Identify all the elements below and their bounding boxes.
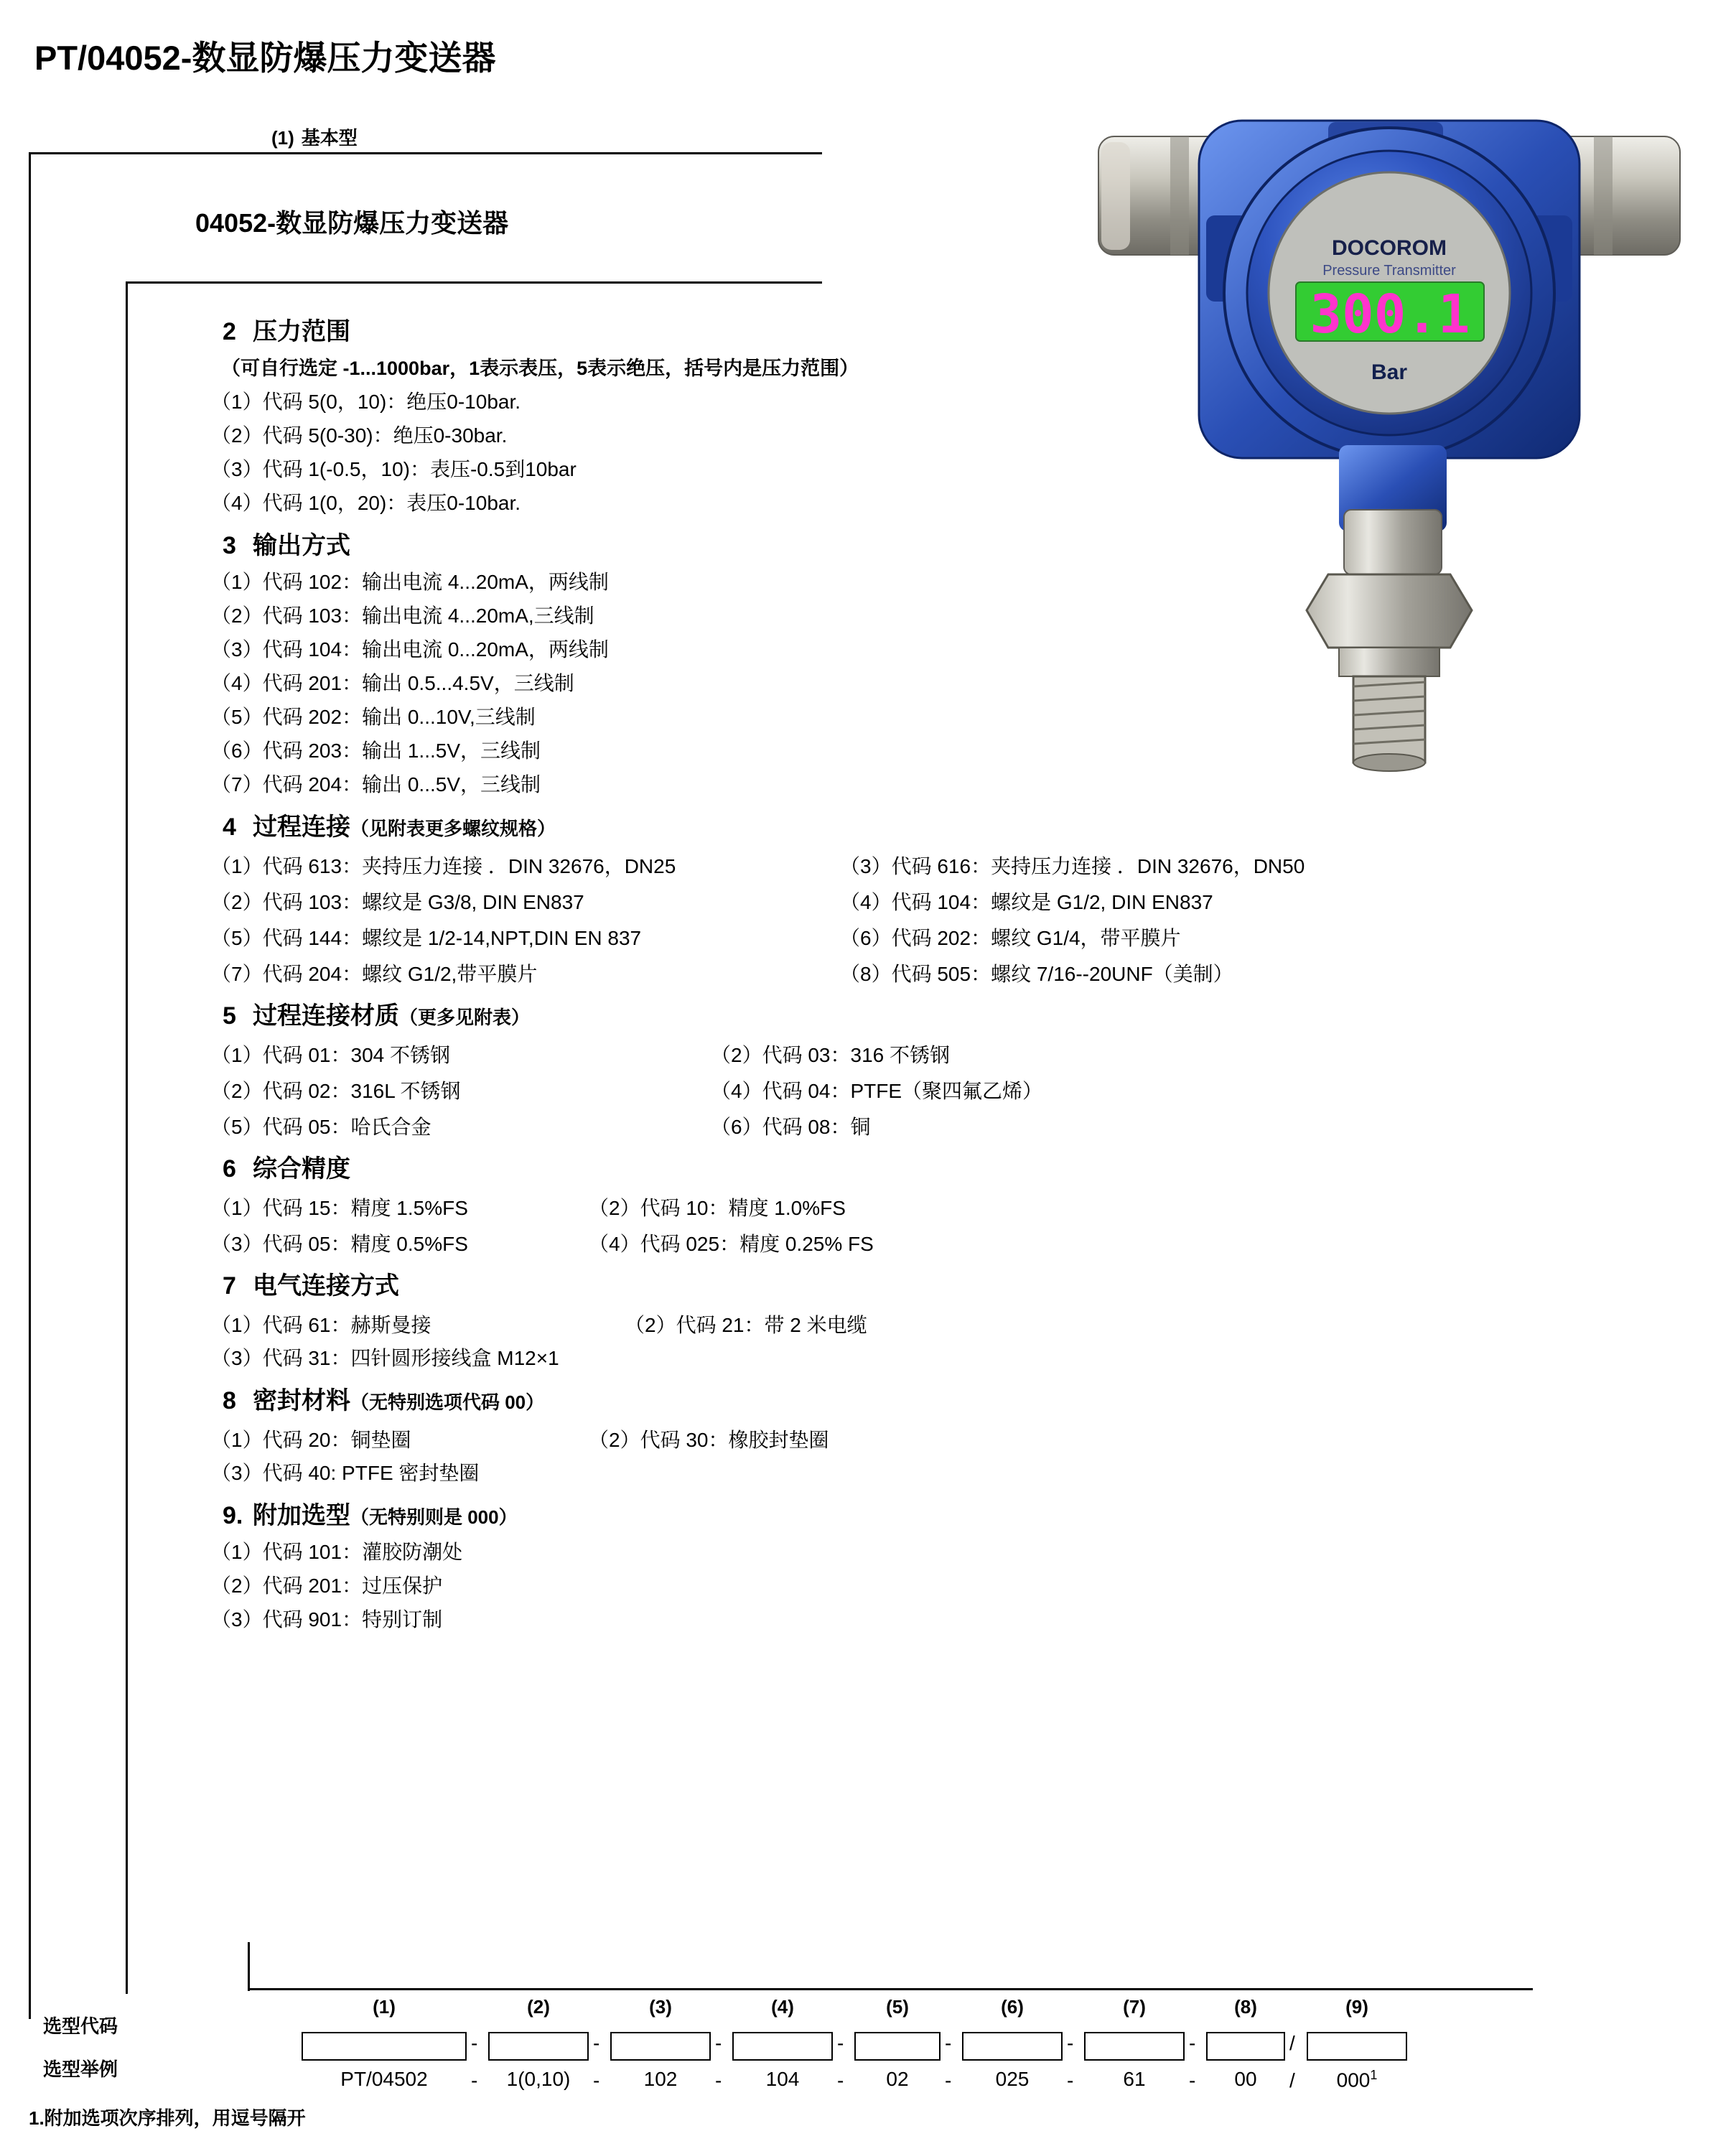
two-column-row xyxy=(208,1193,1429,1220)
code-box-8[interactable] xyxy=(1206,2032,1285,2061)
list-item: （7）代码 204：螺纹 G1/2,带平膜片 xyxy=(211,963,538,985)
code-separator: - xyxy=(715,2069,722,2092)
code-box-4[interactable] xyxy=(732,2032,833,2061)
list-item: （4）代码 025：精度 0.25% FS xyxy=(589,1233,874,1255)
basic-type-heading xyxy=(271,123,358,150)
section-heading-8 xyxy=(223,1381,1429,1416)
example-value: PT/04502 xyxy=(340,2068,428,2090)
code-box-3[interactable] xyxy=(610,2032,711,2061)
list-item: （3）代码 40: PTFE 密封垫圈 xyxy=(211,1462,480,1484)
code-separator: - xyxy=(471,2032,478,2054)
code-box-5[interactable] xyxy=(854,2032,941,2061)
code-header: (6) xyxy=(1001,1996,1024,2018)
basic-type-number: (1) xyxy=(271,127,294,149)
section-heading-7 xyxy=(223,1266,1429,1301)
list-item: （1）代码 5(0，10)：绝压0-10bar. xyxy=(211,391,521,413)
divider-bottom xyxy=(248,1988,1533,1990)
list-item: （1）代码 102：输出电流 4...20mA，两线制 xyxy=(211,571,609,593)
example-value: 1(0,10) xyxy=(506,2068,571,2090)
example-superscript: 1 xyxy=(1370,2068,1378,2082)
code-separator: - xyxy=(837,2069,844,2092)
list-item: （4）代码 04：PTFE（聚四氟乙烯） xyxy=(711,1080,1043,1102)
section-number: 6 xyxy=(223,1155,236,1183)
section-2-note: （可自行选定 -1...1000bar，1表示表压，5表示绝压，括号内是压力范围） xyxy=(221,358,859,379)
order-example-row-label: 选型举例 xyxy=(43,2058,118,2080)
code-separator: - xyxy=(945,2032,952,2054)
code-box-9[interactable] xyxy=(1307,2032,1407,2061)
bracket-bottom-vertical xyxy=(248,1942,250,1991)
list-item: （5）代码 05：哈氏合金 xyxy=(211,1116,431,1138)
code-header: (3) xyxy=(649,1996,672,2018)
unit-label: Bar xyxy=(1371,360,1408,384)
code-separator: - xyxy=(715,2032,722,2054)
section-number: 4 xyxy=(223,813,236,841)
two-column-row xyxy=(208,1040,1429,1067)
code-separator: - xyxy=(1189,2069,1196,2092)
code-header: (7) xyxy=(1123,1996,1146,2018)
code-separator: - xyxy=(837,2032,844,2054)
list-item: （2）代码 30：橡胶封垫圈 xyxy=(589,1429,829,1451)
section-note: （无特别选项代码 00） xyxy=(350,1391,545,1413)
footnote: 1.附加选项次序排列，用逗号隔开 xyxy=(29,2107,306,2129)
list-item: （2）代码 21：带 2 米电缆 xyxy=(625,1314,867,1336)
section-number: 2 xyxy=(223,318,236,345)
product-name: 04052-数显防爆压力变送器 xyxy=(195,208,509,238)
list-item: （1）代码 61：赫斯曼接 xyxy=(211,1314,431,1336)
section-heading-5 xyxy=(223,996,1429,1031)
section-number: 8 xyxy=(223,1387,236,1414)
two-column-row xyxy=(208,1424,1429,1452)
list-item: （1）代码 20：铜垫圈 xyxy=(211,1429,411,1451)
list-item: （3）代码 901：特别订制 xyxy=(211,1608,443,1631)
list-item: （2）代码 02：316L 不锈钢 xyxy=(211,1080,461,1102)
section-note: （见附表更多螺纹规格） xyxy=(350,818,556,839)
two-column-row xyxy=(208,923,1429,950)
list-item: （6）代码 08：铜 xyxy=(711,1116,871,1138)
code-header: (2) xyxy=(527,1996,550,2018)
two-column-row xyxy=(208,1076,1429,1103)
order-code-example xyxy=(302,2066,1687,2104)
divider-top xyxy=(29,152,822,154)
example-value: 102 xyxy=(643,2068,678,2090)
list-item: （2）代码 103：输出电流 4...20mA,三线制 xyxy=(211,605,594,627)
list-item: （2）代码 201：过压保护 xyxy=(211,1575,443,1597)
example-value: 00 xyxy=(1234,2068,1257,2090)
section-heading-3 xyxy=(223,526,1429,561)
list-item: （3）代码 05：精度 0.5%FS xyxy=(211,1233,468,1255)
list-item: （4）代码 1(0，20)：表压0-10bar. xyxy=(211,492,521,514)
list-item: （2）代码 103：螺纹是 G3/8, DIN EN837 xyxy=(211,891,584,913)
code-box-1[interactable] xyxy=(302,2032,467,2061)
section-note: （无特别则是 000） xyxy=(350,1506,518,1528)
two-column-row xyxy=(208,1228,1429,1256)
divider-second xyxy=(126,281,822,284)
code-box-6[interactable] xyxy=(962,2032,1063,2061)
two-column-row xyxy=(208,959,1429,986)
section-heading-9 xyxy=(223,1496,1429,1531)
code-separator: - xyxy=(945,2069,952,2092)
list-item: （3）代码 1(-0.5，10)：表压-0.5到10bar xyxy=(211,458,577,480)
section-number: 7 xyxy=(223,1272,236,1300)
code-header: (5) xyxy=(886,1996,909,2018)
section-number: 3 xyxy=(223,532,236,559)
example-value: 025 xyxy=(995,2068,1030,2090)
list-item: （2）代码 10：精度 1.0%FS xyxy=(589,1197,846,1219)
code-header: (4) xyxy=(771,1996,794,2018)
bracket-inner-vertical xyxy=(126,281,128,1994)
order-code-boxes xyxy=(302,2029,1687,2066)
order-code-headers xyxy=(302,1996,1687,2029)
code-header: (1) xyxy=(373,1996,396,2018)
section-number: 5 xyxy=(223,1002,236,1030)
basic-type-label: 基本型 xyxy=(301,127,358,149)
list-item: （3）代码 104：输出电流 0...20mA，两线制 xyxy=(211,638,609,661)
code-box-7[interactable] xyxy=(1084,2032,1185,2061)
brand-text: DOCOROM xyxy=(1332,236,1447,260)
list-item: （5）代码 144：螺纹是 1/2-14,NPT,DIN EN 837 xyxy=(211,927,642,949)
code-box-2[interactable] xyxy=(488,2032,589,2061)
section-title: 密封材料 xyxy=(253,1387,350,1414)
example-value: 104 xyxy=(765,2068,800,2090)
section-heading-6 xyxy=(223,1149,1429,1184)
section-title: 输出方式 xyxy=(253,532,350,559)
section-note: （更多见附表） xyxy=(399,1007,531,1028)
lcd-value: 300.1 xyxy=(1310,284,1470,345)
list-item: （8）代码 505：螺纹 7/16--20UNF（美制） xyxy=(840,963,1233,985)
code-header: (8) xyxy=(1234,1996,1257,2018)
code-header: (9) xyxy=(1345,1996,1368,2018)
code-separator: / xyxy=(1289,2032,1295,2054)
section-heading-2 xyxy=(223,312,1429,347)
section-heading-4 xyxy=(223,807,1429,842)
section-title: 综合精度 xyxy=(253,1155,350,1183)
list-item: （4）代码 104：螺纹是 G1/2, DIN EN837 xyxy=(840,891,1213,913)
brand-subtitle: Pressure Transmitter xyxy=(1322,263,1456,279)
section-title: 压力范围 xyxy=(253,318,350,345)
list-item: （6）代码 202：螺纹 G1/4，带平膜片 xyxy=(840,927,1181,949)
section-title: 过程连接 xyxy=(253,813,350,841)
list-item: （3）代码 31：四针圆形接线盒 M12×1 xyxy=(211,1347,559,1369)
order-code-row-label: 选型代码 xyxy=(43,2015,118,2037)
section-title: 电气连接方式 xyxy=(253,1272,399,1300)
two-column-row xyxy=(208,851,1429,878)
list-item: （7）代码 204：输出 0...5V，三线制 xyxy=(211,773,541,796)
list-item: （3）代码 616：夹持压力连接 ．DIN 32676，DN50 xyxy=(840,855,1305,877)
example-value: 61 xyxy=(1123,2068,1146,2090)
list-item: （1）代码 613：夹持压力连接 ．DIN 32676，DN25 xyxy=(211,855,676,877)
code-separator: - xyxy=(593,2069,600,2092)
list-item: （1）代码 101：灌胶防潮处 xyxy=(211,1541,463,1563)
example-value xyxy=(1307,2068,1407,2092)
list-item: （4）代码 201：输出 0.5...4.5V，三线制 xyxy=(211,672,574,694)
example-value-text: 000 xyxy=(1336,2069,1371,2092)
code-separator: - xyxy=(1067,2069,1074,2092)
spec-content xyxy=(208,302,1429,1641)
code-separator: - xyxy=(593,2032,600,2054)
code-separator: - xyxy=(471,2069,478,2092)
list-item: （5）代码 202：输出 0...10V,三线制 xyxy=(211,706,536,728)
list-item: （2）代码 5(0-30)：绝压0-30bar. xyxy=(211,424,508,447)
list-item: （1）代码 01：304 不锈钢 xyxy=(211,1044,450,1066)
section-title: 过程连接材质 xyxy=(253,1002,399,1030)
order-code-table xyxy=(302,1996,1687,2104)
two-column-row xyxy=(208,1111,1429,1139)
code-separator: - xyxy=(1067,2032,1074,2054)
section-title: 附加选型 xyxy=(253,1502,350,1529)
example-value: 02 xyxy=(886,2068,909,2090)
page-title: PT/04052-数显防爆压力变送器 xyxy=(34,39,496,77)
list-item: （2）代码 03：316 不锈钢 xyxy=(711,1044,950,1066)
list-item: （1）代码 15：精度 1.5%FS xyxy=(211,1197,468,1219)
two-column-row xyxy=(208,1310,1429,1337)
bracket-outer-vertical xyxy=(29,152,31,2019)
two-column-row xyxy=(208,887,1429,914)
list-item: （6）代码 203：输出 1...5V，三线制 xyxy=(211,740,541,762)
section-number: 9. xyxy=(223,1502,243,1529)
code-separator: / xyxy=(1289,2069,1295,2092)
code-separator: - xyxy=(1189,2032,1196,2054)
